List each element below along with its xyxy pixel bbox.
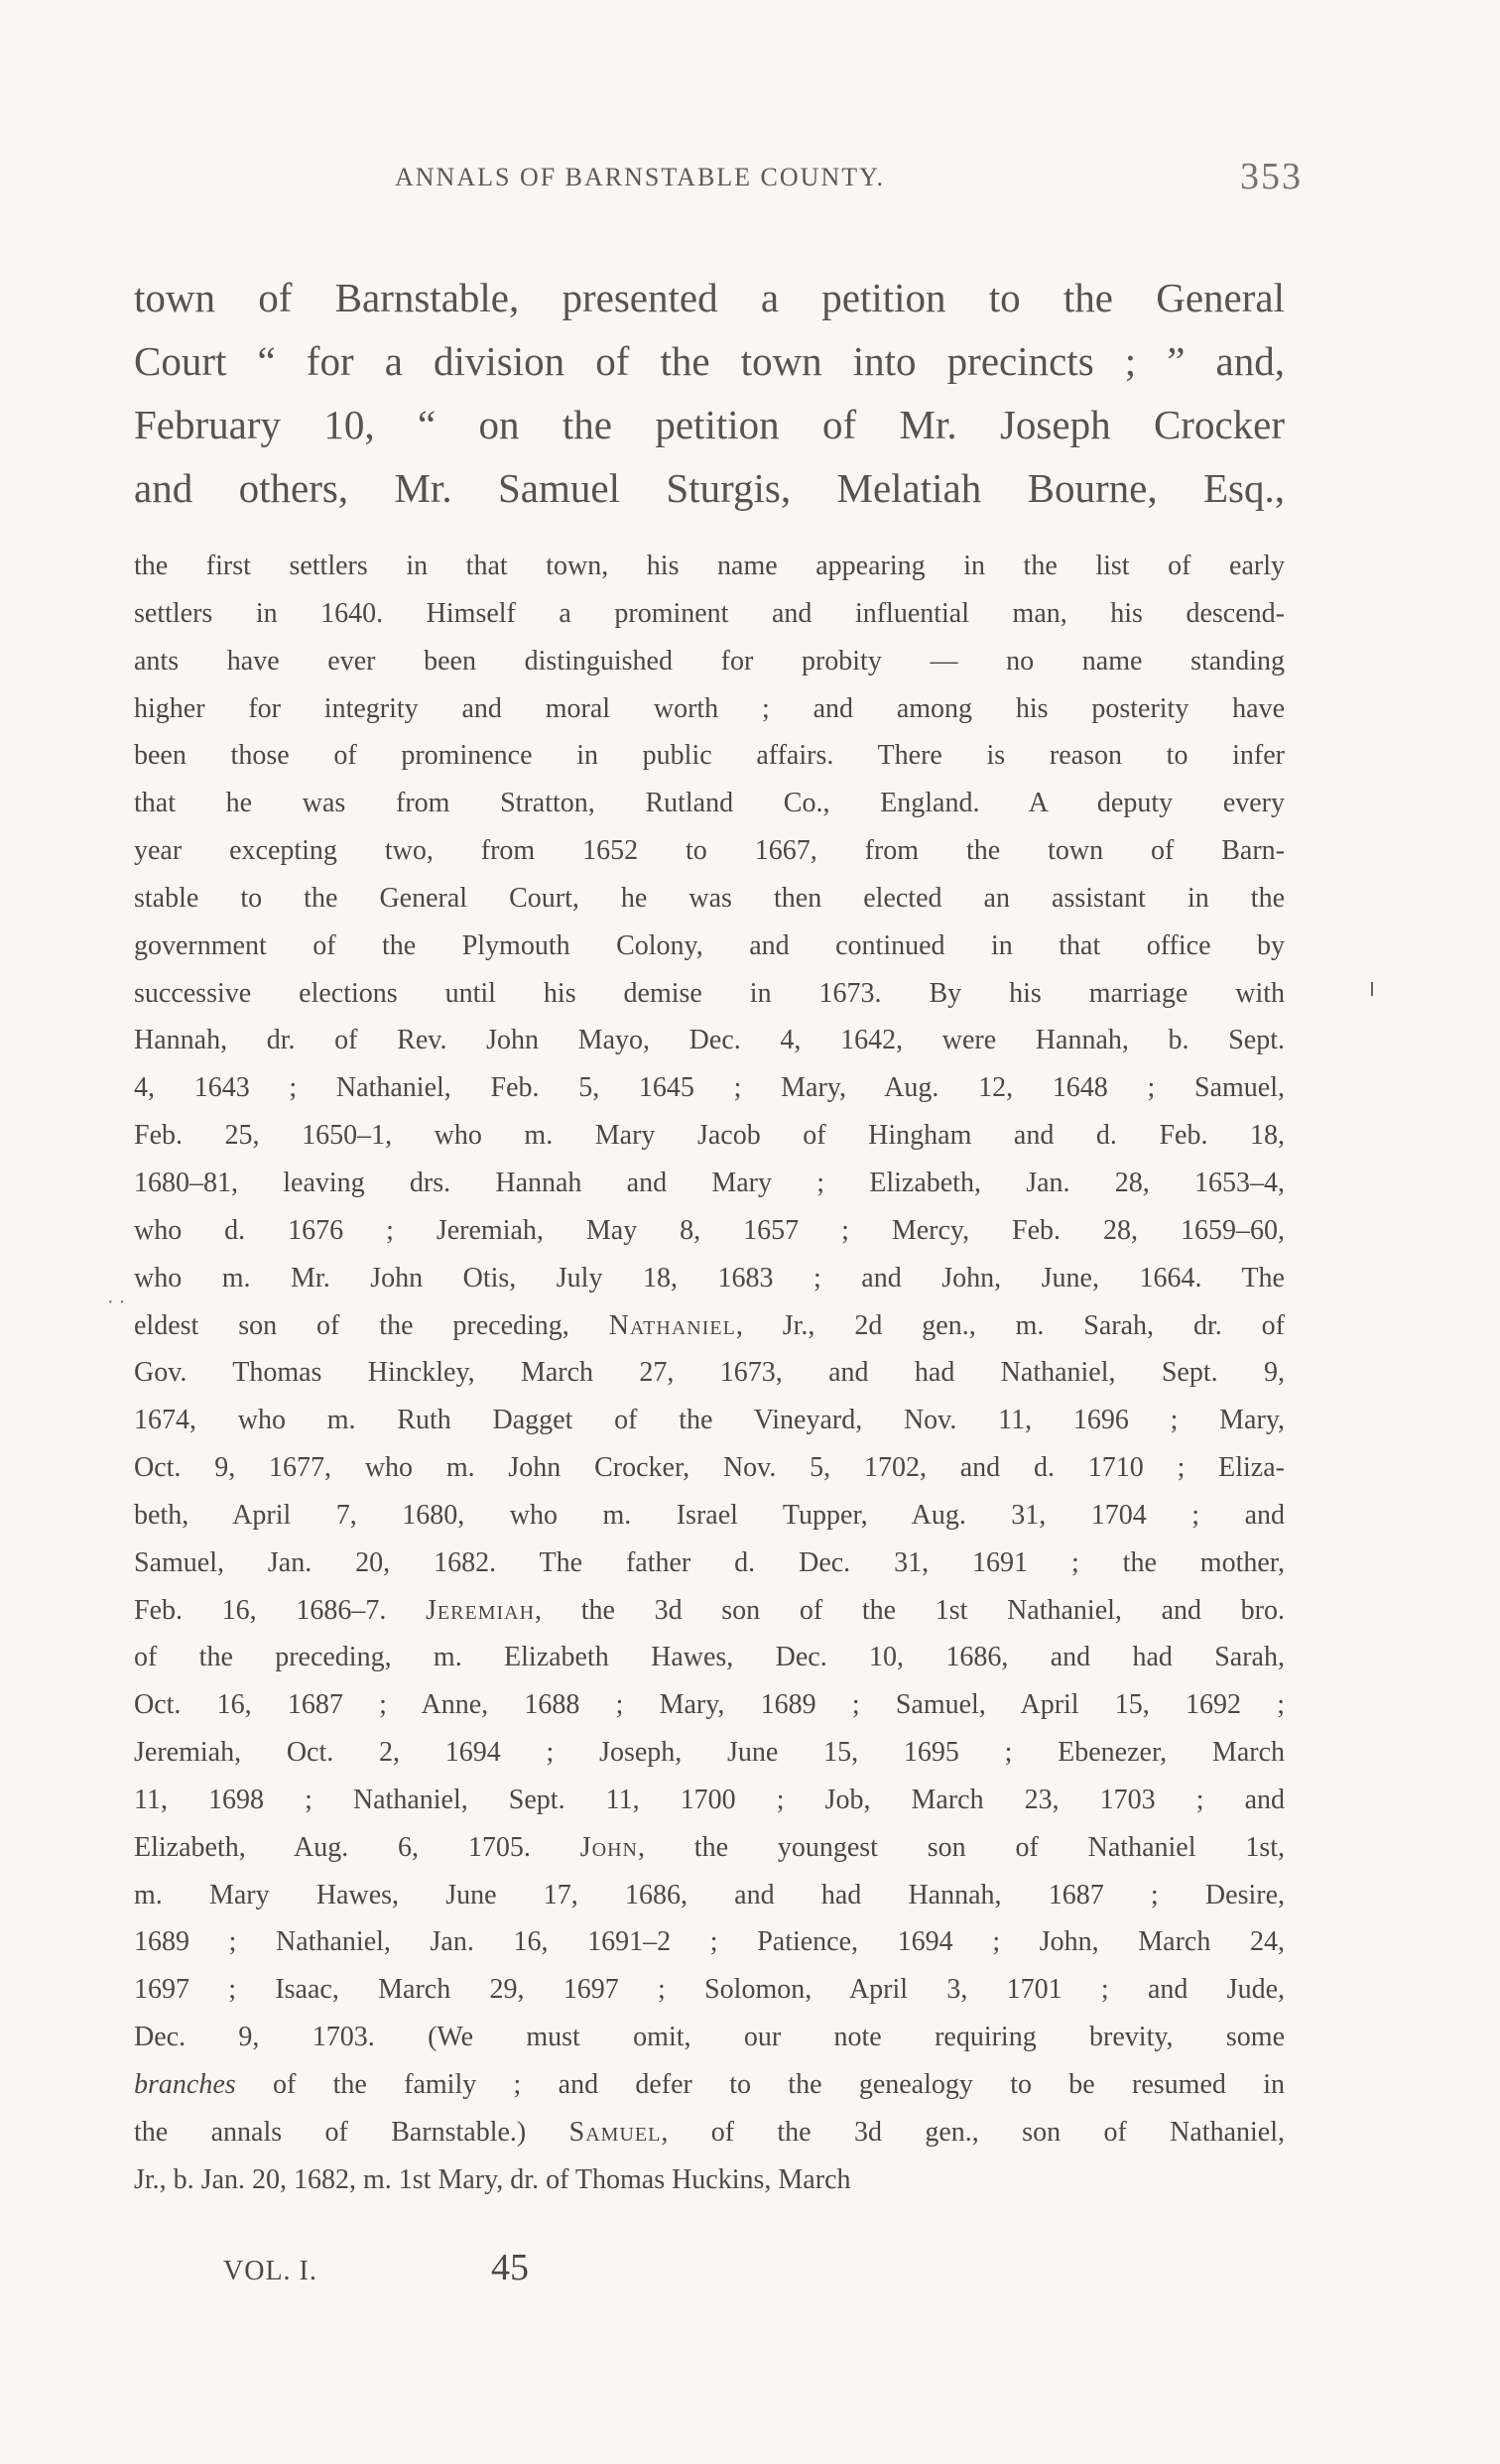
note-line: higher for integrity and moral worth ; and among his posterity have bbox=[134, 692, 1285, 724]
main-text bbox=[134, 266, 1285, 520]
note-line-end: , the youngest son of Nathaniel 1st, bbox=[637, 1831, 1285, 1863]
note-line: the first settlers in that town, his name appearing in the list of early bbox=[134, 551, 1285, 581]
note-line: of the preceding, m. Elizabeth Hawes, Dec. 10, 1686, and had Sarah, bbox=[134, 1642, 1285, 1673]
note-line-start: eldest son of the preceding, bbox=[134, 1309, 609, 1341]
person-name: Jeremiah bbox=[426, 1594, 536, 1626]
note-line: m. Mary Hawes, June 17, 1686, and had Hannah, 1687 ; Desire, bbox=[134, 1879, 1285, 1910]
running-head: ANNALS OF BARNSTABLE COUNTY. bbox=[395, 163, 886, 191]
note-line: successive elections until his demise in 1673. By his marriage with bbox=[134, 977, 1285, 1009]
note-line: Gov. Thomas Hinckley, March 27, 1673, and had Nathaniel, Sept. 9, bbox=[134, 1357, 1285, 1389]
note-line-end: of the family ; and defer to the genealogy to be resumed in bbox=[235, 2069, 1285, 2100]
page-header bbox=[395, 157, 1303, 196]
footnote-text bbox=[134, 543, 1285, 2204]
note-line: Jr., b. Jan. 20, 1682, m. 1st Mary, dr. of Thomas Huckins, March bbox=[134, 2163, 851, 2195]
note-line: settlers in 1640. Himself a prominent and influential man, his descend- bbox=[134, 597, 1285, 629]
page-footer bbox=[223, 2247, 620, 2289]
signature-mark: VOL. I. bbox=[223, 2256, 317, 2286]
note-line: 1689 ; Nathaniel, Jan. 16, 1691–2 ; Patience, 1694 ; John, March 24, bbox=[134, 1926, 1285, 1958]
note-line: Jeremiah, Oct. 2, 1694 ; Joseph, June 15, 1695 ; Ebenezer, March bbox=[134, 1737, 1285, 1769]
person-name: Samuel bbox=[568, 2116, 662, 2148]
margin-mark bbox=[1371, 982, 1373, 996]
sheet-number: 45 bbox=[491, 2247, 529, 2288]
page-number: 353 bbox=[1240, 156, 1303, 197]
note-line: 1680–81, leaving drs. Hannah and Mary ; Elizabeth, Jan. 28, 1653–4, bbox=[134, 1167, 1285, 1198]
note-line: Dec. 9, 1703. (We must omit, our note requiring brevity, some bbox=[134, 2022, 1285, 2053]
main-line: February 10, “ on the petition of Mr. Joseph Crocker bbox=[134, 402, 1285, 447]
note-line-start: Feb. 16, 1686–7. bbox=[134, 1594, 427, 1626]
note-line bbox=[134, 1587, 1285, 1635]
main-line: and others, Mr. Samuel Sturgis, Melatiah Bourne, Esq., bbox=[134, 465, 1285, 511]
main-line: Court “ for a division of the town into precincts ; ” and, bbox=[134, 338, 1285, 384]
note-line: Feb. 25, 1650–1, who m. Mary Jacob of Hingham and d. Feb. 18, bbox=[134, 1120, 1285, 1152]
note-line bbox=[134, 2061, 1285, 2109]
note-line bbox=[134, 2109, 1285, 2156]
note-line: who d. 1676 ; Jeremiah, May 8, 1657 ; Mercy, Feb. 28, 1659–60, bbox=[134, 1214, 1285, 1246]
person-name: John bbox=[579, 1831, 638, 1863]
note-line: 1697 ; Isaac, March 29, 1697 ; Solomon, April 3, 1701 ; and Jude, bbox=[134, 1974, 1285, 2006]
note-line: Oct. 9, 1677, who m. John Crocker, Nov. 5, 1702, and d. 1710 ; Eliza- bbox=[134, 1452, 1285, 1484]
note-line: who m. Mr. John Otis, July 18, 1683 ; and John, June, 1664. The bbox=[134, 1262, 1285, 1294]
note-line-end: , the 3d son of the 1st Nathaniel, and bro. bbox=[535, 1594, 1286, 1626]
note-line: Oct. 16, 1687 ; Anne, 1688 ; Mary, 1689 ; Samuel, April 15, 1692 ; bbox=[134, 1689, 1285, 1721]
note-line: ants have ever been distinguished for probity — no name standing bbox=[134, 645, 1285, 677]
note-line: stable to the General Court, he was then elected an assistant in the bbox=[134, 882, 1285, 914]
note-line: 11, 1698 ; Nathaniel, Sept. 11, 1700 ; Job, March 23, 1703 ; and bbox=[134, 1784, 1285, 1815]
note-line: Hannah, dr. of Rev. John Mayo, Dec. 4, 1642, were Hannah, b. Sept. bbox=[134, 1025, 1285, 1056]
note-line: 4, 1643 ; Nathaniel, Feb. 5, 1645 ; Mary, Aug. 12, 1648 ; Samuel, bbox=[134, 1072, 1285, 1104]
note-line: year excepting two, from 1652 to 1667, from the town of Barn- bbox=[134, 835, 1285, 867]
note-line bbox=[134, 1824, 1285, 1872]
note-line-start: the annals of Barnstable.) bbox=[134, 2116, 569, 2148]
note-line-end: , Jr., 2d gen., m. Sarah, dr. of bbox=[735, 1309, 1286, 1341]
note-line: beth, April 7, 1680, who m. Israel Tupper, Aug. 31, 1704 ; and bbox=[134, 1499, 1285, 1531]
note-line: that he was from Stratton, Rutland Co., England. A deputy every bbox=[134, 788, 1285, 819]
main-line: town of Barnstable, presented a petition to the General bbox=[134, 275, 1285, 320]
note-line bbox=[134, 1302, 1285, 1350]
note-line-start: Elizabeth, Aug. 6, 1705. bbox=[134, 1831, 580, 1863]
note-line-end: , of the 3d gen., son of Nathaniel, bbox=[661, 2116, 1285, 2148]
person-name: Nathaniel bbox=[608, 1309, 736, 1341]
note-line: been those of prominence in public affairs. There is reason to infer bbox=[134, 740, 1285, 772]
margin-dots: · · bbox=[107, 1292, 126, 1313]
italic-word: branches bbox=[134, 2069, 236, 2100]
note-line: Samuel, Jan. 20, 1682. The father d. Dec. 31, 1691 ; the mother, bbox=[134, 1546, 1285, 1578]
note-line: 1674, who m. Ruth Dagget of the Vineyard, Nov. 11, 1696 ; Mary, bbox=[134, 1405, 1285, 1436]
note-line: government of the Plymouth Colony, and continued in that office by bbox=[134, 929, 1285, 961]
